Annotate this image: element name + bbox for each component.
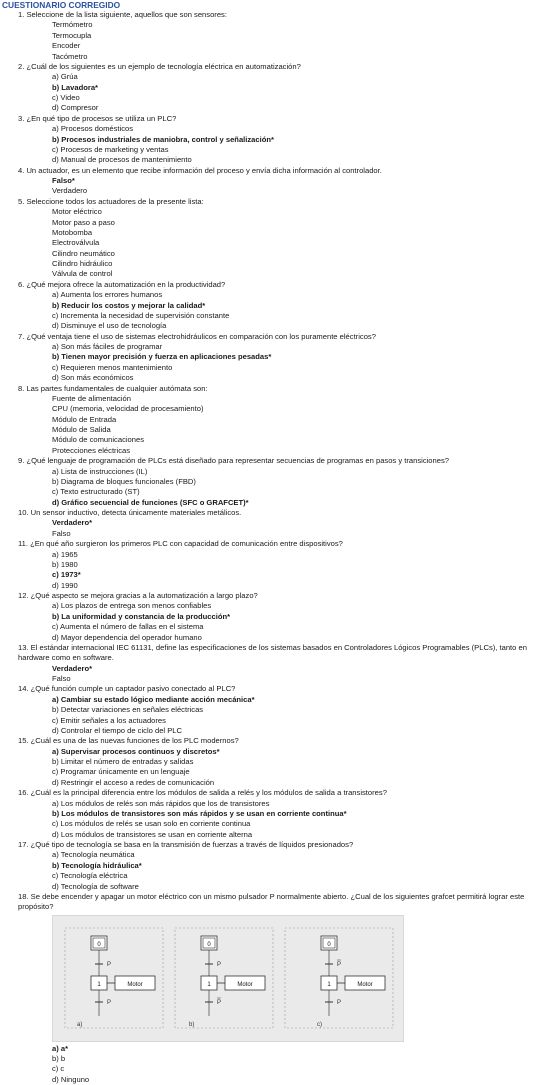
question-8: 8. Las partes fundamentales de cualquier autómata son: [18, 383, 208, 393]
option: c) Procesos de marketing y ventas [52, 144, 169, 154]
option: a) Tecnología neumática [52, 850, 135, 860]
question-10: 10. Un sensor inductivo, detecta únicamente materiales metálicos. [18, 508, 242, 517]
correct-option: b) Tienen mayor precisión y fuerza en aplicaciones pesadas* [52, 352, 272, 362]
document-title: CUESTIONARIO CORREGIDO [2, 0, 121, 10]
grafcet-diagram [53, 916, 403, 1041]
list-item: Termómetro [52, 20, 93, 30]
option: c) Emitir señales a los actuadores [52, 715, 166, 725]
question-5: 5. Seleccione todos los actuadores de la presente lista: [18, 196, 204, 206]
option: a) Los módulos de relés son más rápidos que los de transistores [52, 798, 270, 808]
grafcet-figure [52, 915, 404, 1042]
option: b) 1980 [52, 559, 78, 569]
option: b) Detectar variaciones en señales eléctricas [52, 705, 204, 715]
correct-option: a) Supervisar procesos continuos y discretos* [52, 746, 220, 756]
option: Falso [52, 528, 71, 538]
step-1-label: 1 [327, 981, 331, 988]
option: d) Mayor dependencia del operador humano [52, 632, 202, 642]
transition-label: P [107, 961, 112, 968]
panel-label-b: b) [189, 1021, 195, 1028]
list-item: Fuente de alimentación [52, 393, 131, 403]
question-14: 14. ¿Qué función cumple un captador pasivo conectado al PLC? [18, 684, 236, 694]
correct-option: b) La uniformidad y constancia de la producción* [52, 611, 231, 621]
option: d) Disminuye el uso de tecnología [52, 321, 167, 331]
panel-label-c: c) [317, 1021, 322, 1028]
option: d) Restringir el acceso a redes de comunicación [52, 777, 215, 787]
list-item: Módulo de comunicaciones [52, 435, 145, 445]
option: Verdadero [52, 186, 88, 196]
action-label: Motor [357, 981, 373, 988]
question-18: 18. Se debe encender y apagar un motor eléctrico con un mismo pulsador P normalmente abierto. ¿Cual de los siguientes grafcet permitirá lograr este propósito? [18, 891, 525, 912]
correct-option: b) Lavadora* [52, 82, 98, 92]
option: a) Procesos domésticos [52, 124, 134, 134]
question-3: 3. ¿En qué tipo de procesos se utiliza un PLC? [18, 113, 177, 123]
option: a) Los plazos de entrega son menos confiables [52, 601, 212, 611]
option: a) Grúa [52, 72, 78, 82]
option: b) Diagrama de bloques funcionales (FBD) [52, 476, 196, 486]
question-2: 2. ¿Cuál de los siguientes es un ejemplo de tecnología eléctrica en automatización? [18, 61, 301, 71]
option: d) Compresor [52, 103, 99, 113]
list-item: Motobomba [52, 227, 93, 237]
option: c) Video [52, 93, 80, 102]
question-13 [0, 643, 539, 664]
question-6: 6. ¿Qué mejora ofrece la automatización en la productividad? [18, 279, 226, 289]
correct-option: d) Gráfico secuencial de funciones (SFC o GRAFCET)* [52, 497, 249, 507]
option: d) Son más económicos [52, 373, 134, 383]
list-item: Módulo de Salida [52, 425, 111, 434]
question-9: 9. ¿Qué lenguaje de programación de PLCs está diseñado para representar secuencias de programas en pasos y transiciones? [18, 456, 449, 466]
question-4: 4. Un actuador, es un elemento que recibe información del proceso y envía dicha información al controlador. [18, 165, 382, 175]
list-item: Módulo de Entrada [52, 414, 117, 424]
transition-label: P [107, 999, 112, 1006]
list-item: Tacómetro [52, 51, 88, 61]
list-item: Motor eléctrico [52, 207, 102, 217]
step-0-label: 0 [327, 941, 331, 948]
grafcet-a [65, 928, 163, 1028]
transition-label: P [217, 999, 222, 1006]
option: c) Texto estructurado (ST) [52, 487, 140, 497]
correct-option: b) Los módulos de transistores son más rápidos y se usan en corriente continua* [52, 808, 347, 818]
step-1-label: 1 [207, 981, 211, 988]
list-item: Termocupla [52, 30, 92, 40]
question-15: 15. ¿Cuál es una de las nuevas funciones de los PLC modernos? [18, 736, 239, 746]
list-item: Válvula de control [52, 269, 113, 279]
transition-label: P [337, 999, 342, 1006]
option: Falso [52, 674, 71, 683]
transition-label: P [217, 961, 222, 968]
question-1: 1. Seleccione de la lista siguiente, aquellos que son sensores: [18, 10, 227, 19]
question-7: 7. ¿Qué ventaja tiene el uso de sistemas electrohidráulicos en comparación con los puramente eléctricos? [18, 331, 376, 341]
correct-option: Falso* [52, 176, 75, 185]
option: a) 1965 [52, 549, 78, 559]
question-17: 17. ¿Qué tipo de tecnología se basa en la transmisión de fuerzas a través de líquidos presionados? [18, 840, 354, 849]
option: a) Lista de instrucciones (IL) [52, 466, 148, 476]
list-item: Cilindro neumático [52, 248, 115, 258]
action-label: Motor [237, 981, 253, 988]
option: c) Incrementa la necesidad de supervisión constante [52, 310, 230, 320]
option: d) Ninguno [52, 1074, 90, 1084]
correct-option: b) Procesos industriales de maniobra, control y señalización* [52, 134, 274, 144]
transition-label: P [337, 961, 342, 968]
grafcet-b [175, 928, 273, 1028]
step-0-label: 0 [97, 941, 101, 948]
question-13-text: 13. El estándar internacional IEC 61131, define las especificaciones de los sistemas basados en Controladores Lógicos Programables (PLCs), tanto en hardware como en software. [18, 642, 527, 663]
question-16: 16. ¿Cuál es la principal diferencia entre los módulos de salida a relés y los módulos de salida a transistores? [18, 788, 387, 798]
option: c) Programar únicamente en un lenguaje [52, 767, 190, 777]
step-0-label: 0 [207, 941, 211, 948]
question-11: 11. ¿En qué año surgieron los primeros PLC con capacidad de comunicación entre dispositivos? [18, 539, 343, 549]
action-label: Motor [127, 981, 143, 988]
panel-label-a: a) [77, 1021, 83, 1028]
option: a) Aumenta los errores humanos [52, 290, 163, 300]
list-item: Electroválvula [52, 238, 100, 248]
grafcet-c [285, 928, 393, 1028]
option: d) Manual de procesos de mantenimiento [52, 155, 192, 165]
option: b) b [52, 1054, 66, 1063]
correct-option: b) Tecnología hidráulica* [52, 860, 142, 870]
option: c) Los módulos de relés se usan solo en corriente continua [52, 819, 251, 829]
option: c) Aumenta el número de fallas en el sistema [52, 622, 204, 632]
option: c) Requieren menos mantenimiento [52, 362, 173, 372]
option: c) Tecnología eléctrica [52, 871, 128, 881]
correct-option: c) 1973* [52, 570, 81, 580]
list-item: CPU (memoria, velocidad de procesamiento) [52, 404, 204, 414]
option: a) Son más fáciles de programar [52, 342, 163, 351]
correct-option: b) Reducir los costos y mejorar la calidad* [52, 300, 206, 310]
list-item: Encoder [52, 41, 81, 51]
question-12: 12. ¿Qué aspecto se mejora gracias a la automatización a largo plazo? [18, 591, 258, 600]
option: b) Limitar el número de entradas y salidas [52, 757, 194, 766]
correct-option: Verdadero* [52, 663, 93, 673]
list-item: Cilindro hidráulico [52, 259, 113, 268]
step-1-label: 1 [97, 981, 101, 988]
option: d) Tecnología de software [52, 881, 139, 891]
option: c) c [52, 1064, 65, 1074]
correct-option: a) Cambiar su estado lógico mediante acción mecánica* [52, 694, 255, 704]
option: d) Los módulos de transistores se usan en corriente alterna [52, 829, 253, 839]
option: d) 1990 [52, 580, 78, 590]
correct-option: Verdadero* [52, 518, 93, 528]
correct-option: a) a* [52, 1043, 69, 1053]
list-item: Motor paso a paso [52, 217, 115, 227]
option: d) Controlar el tiempo de ciclo del PLC [52, 725, 182, 735]
list-item: Protecciones eléctricas [52, 445, 131, 455]
